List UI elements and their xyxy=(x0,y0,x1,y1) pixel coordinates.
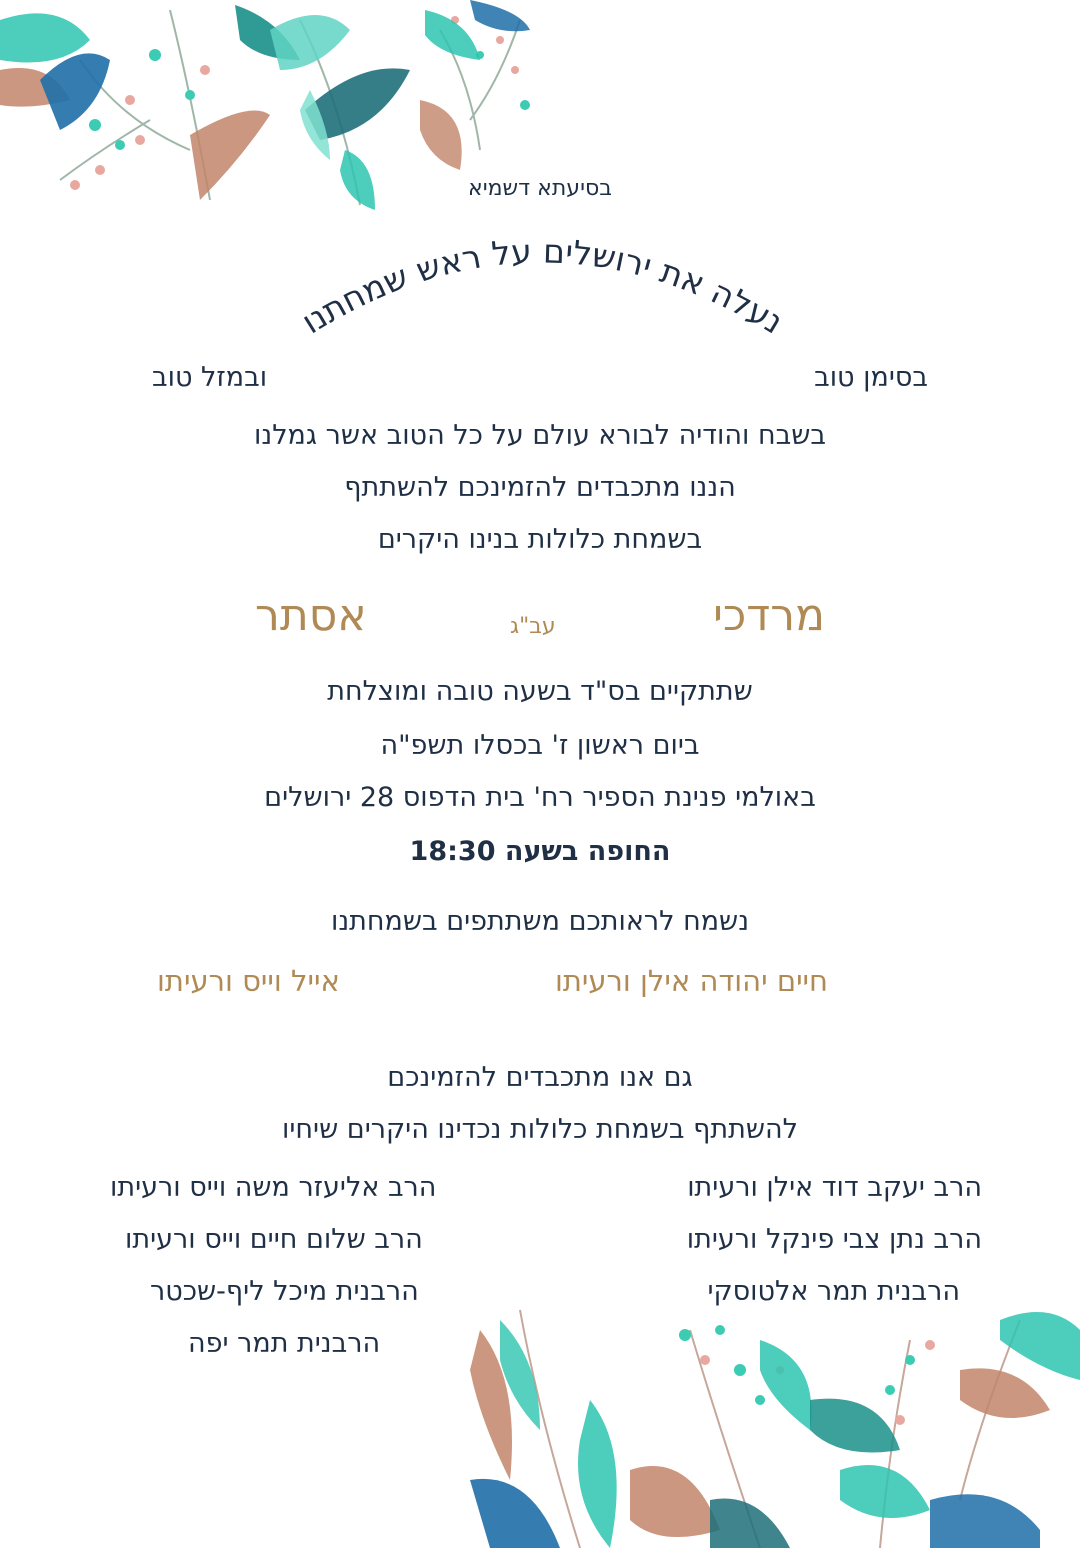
blessing-left: ובמזל טוב xyxy=(152,362,268,393)
grandparent-left-4: הרבנית תמר יפה xyxy=(188,1328,381,1359)
grandparent-left-3: הרבנית מיכל ליף-שכטר xyxy=(150,1276,419,1307)
event-venue: באולמי פנינת הספיר רח' בית הדפוס 28 ירושלים xyxy=(264,782,816,813)
blessing-right: בסימן טוב xyxy=(814,362,928,393)
besiyata-dishmaya: בסיעתא דשמיא xyxy=(467,176,612,201)
host-left: אייל וייס ורעיתו xyxy=(157,964,340,998)
grandparent-left-2: הרב שלום חיים וייס ורעיתו xyxy=(125,1224,423,1255)
intro-line-3: בשמחת כלולות בנינו היקרים xyxy=(377,524,703,555)
svg-text:נעלה את ירושלים על ראש שמחתנו xyxy=(295,231,790,341)
event-date: ביום ראשון ז' בכסלו תשפ"ה xyxy=(380,730,700,761)
grandparents-intro-2: להשתתף בשמחת כלולות נכדינו היקרים שיחיו xyxy=(282,1114,798,1145)
intro-line-1: בשבח והודיה לבורא עולם על כל הטוב אשר גמלנו xyxy=(254,420,826,451)
groom-name: מרדכי xyxy=(713,590,825,641)
host-right: חיים יהודה אילן ורעיתו xyxy=(554,964,828,998)
hosts-intro: נשמח לראותכם משתתפים בשמחתנו xyxy=(331,906,749,937)
couple-connector: עב"ג xyxy=(510,614,556,639)
chuppah-time: החופה בשעה 18:30 xyxy=(409,836,671,867)
intro-line-2: הננו מתכבדים להזמינכם להשתתף xyxy=(344,472,736,503)
arched-title xyxy=(0,200,1080,380)
grandparent-right-2: הרב נתן צבי פינקל ורעיתו xyxy=(686,1224,982,1255)
bride-name: אסתר xyxy=(255,590,367,641)
grandparent-right-1: הרב יעקב דוד אילן ורעיתו xyxy=(687,1172,982,1203)
grandparents-intro-1: גם אנו מתכבדים להזמינכם xyxy=(387,1062,693,1093)
event-line: שתתקיים בס"ד בשעה טובה ומוצלחת xyxy=(327,676,753,707)
grandparent-right-3: הרבנית תמר אלטוסקי xyxy=(707,1276,960,1307)
bottom-leaves-decoration xyxy=(460,1300,1080,1548)
arched-title-text: נעלה את ירושלים על ראש שמחתנו xyxy=(294,231,791,342)
grandparent-left-1: הרב אליעזר משה וייס ורעיתו xyxy=(110,1172,437,1203)
